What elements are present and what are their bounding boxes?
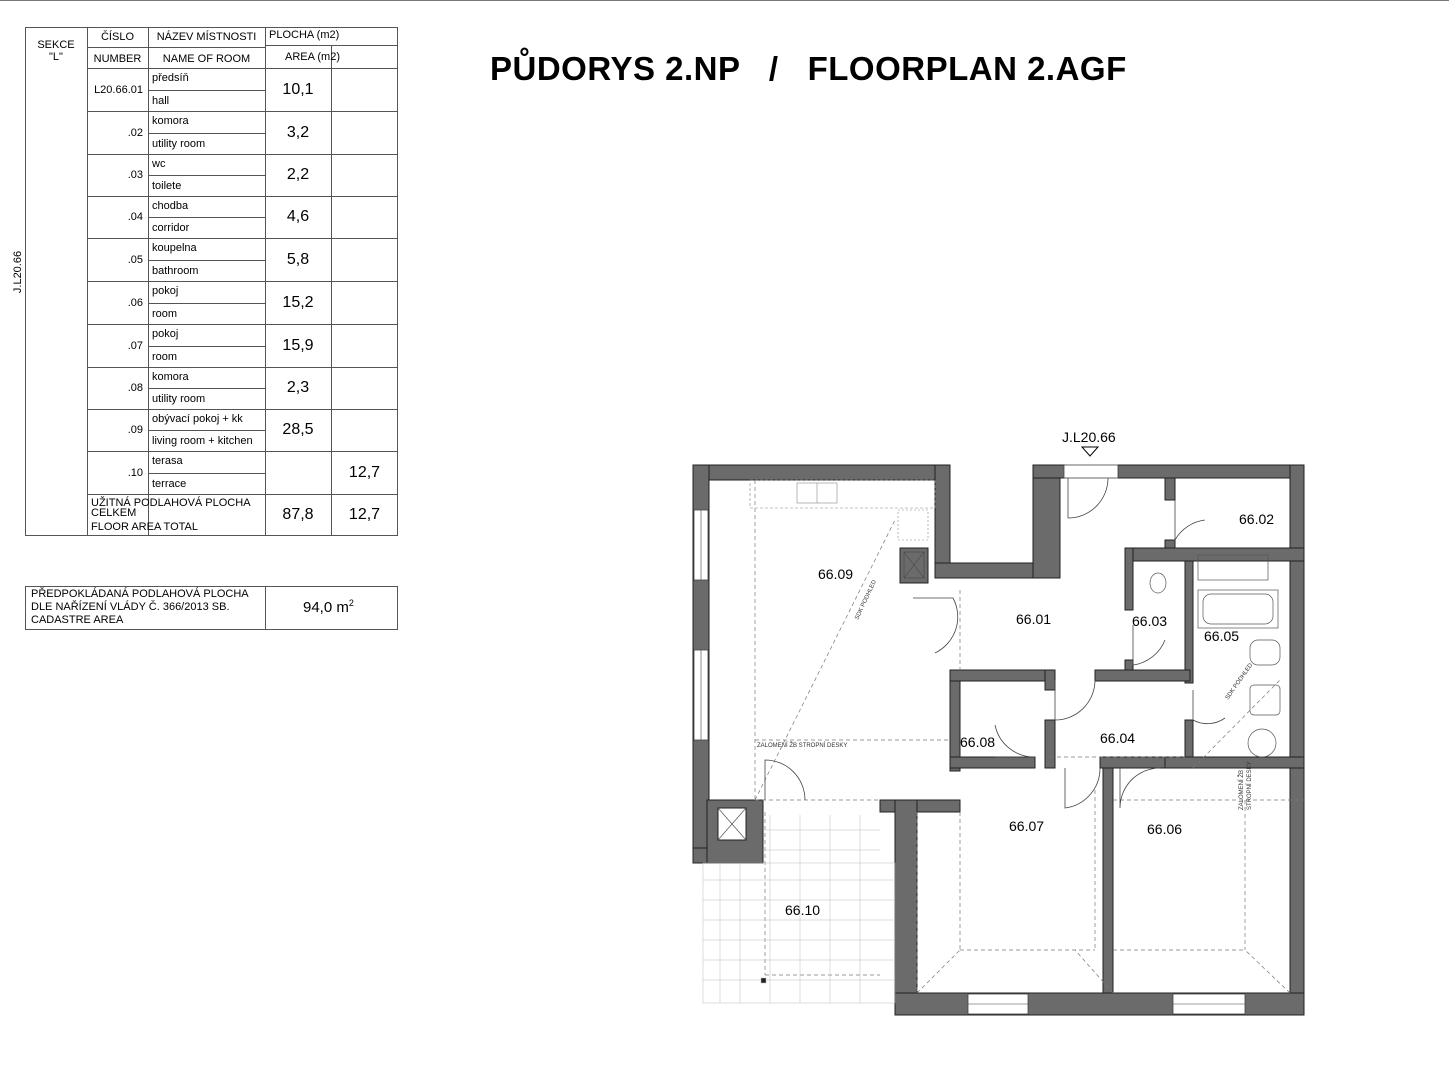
header-area-en: AREA (m2) — [284, 51, 340, 63]
table-row-area: 15,9 — [282, 337, 314, 354]
room-label-66-03: 66.03 — [1132, 613, 1168, 629]
table-row-area: 2,3 — [286, 379, 310, 396]
total-label-cz-1: UŽITNÁ PODLAHOVÁ PLOCHA — [91, 497, 251, 509]
room-label-66-08: 66.08 — [960, 734, 996, 750]
note-sdk-podhled-2: SDK PODHLED — [1224, 662, 1255, 702]
entry-label: J.L20.66 — [1062, 429, 1116, 445]
cadastre-label-line2: DLE NAŘÍZENÍ VLÁDY Č. 366/2013 SB. — [31, 601, 230, 613]
table-row-name-cz: koupelna — [152, 242, 197, 254]
room-label-66-04: 66.04 — [1100, 730, 1136, 746]
room-label-66-01: 66.01 — [1016, 611, 1052, 627]
table-row-name-en: utility room — [152, 393, 206, 405]
table-row-area: 10,1 — [282, 81, 314, 98]
table-row-name-cz: komora — [152, 371, 189, 383]
table-row-name-en: room — [152, 308, 178, 320]
table-row-name-en: living room + kitchen — [152, 435, 253, 447]
table-row-number: .10 — [127, 467, 143, 479]
table-row-number: .03 — [127, 169, 143, 181]
total-label-en: FLOOR AREA TOTAL — [91, 521, 198, 533]
room-label-66-10: 66.10 — [785, 902, 821, 918]
section-id: J.L20.66 — [12, 250, 24, 294]
room-label-66-02: 66.02 — [1239, 511, 1275, 527]
table-row-number: L20.66.01 — [94, 84, 143, 96]
room-label-66-07: 66.07 — [1009, 818, 1045, 834]
table-row-number: .05 — [127, 254, 143, 266]
table-row-name-en: utility room — [152, 138, 206, 150]
note-zalomeni-2a: ZALOMENÍ ŽB — [1239, 769, 1245, 810]
total-label-cz-2: CELKEM — [91, 507, 137, 519]
table-row-number: .06 — [127, 297, 143, 309]
note-sdk-podhled-1: SDK PODHLED — [854, 579, 878, 621]
header-name-cz: NÁZEV MÍSTNOSTI — [156, 31, 257, 43]
table-row-name-cz: komora — [152, 115, 189, 127]
cadastre-label-line1: PŘEDPOKLÁDANÁ PODLAHOVÁ PLOCHA — [31, 588, 249, 600]
table-row-number: .02 — [127, 127, 143, 139]
table-row-name-cz: pokoj — [152, 285, 179, 297]
table-grid — [25, 27, 398, 536]
table-row-name-en: terrace — [152, 478, 187, 490]
total-area: 87,8 — [282, 506, 314, 523]
page-title: PŮDORYS 2.NP / FLOORPLAN 2.AGF — [490, 50, 1127, 87]
table-row-name-cz: chodba — [152, 200, 189, 212]
room-label-66-05: 66.05 — [1204, 628, 1240, 644]
top-border-line — [0, 0, 1449, 1]
table-row-number: .09 — [127, 424, 143, 436]
header-section-value: "L" — [49, 51, 63, 63]
table-row-name-cz: předsíň — [152, 72, 189, 84]
table-row-name-en: toilete — [152, 180, 182, 192]
table-row-number: .08 — [127, 382, 143, 394]
total-area-terrace: 12,7 — [348, 506, 381, 523]
table-row-name-en: corridor — [152, 222, 190, 234]
table-row-area: 28,5 — [282, 421, 314, 438]
room-label-66-06: 66.06 — [1147, 821, 1183, 837]
bathroom-fixtures — [1150, 555, 1280, 757]
table-row-name-cz: terasa — [152, 455, 183, 467]
floor-plan — [680, 425, 1320, 1025]
table-row-name-cz: wc — [152, 158, 166, 170]
table-row-name-cz: pokoj — [152, 328, 179, 340]
note-zalomeni-2b: STROPNÍ DESKY — [1247, 761, 1253, 810]
table-row-area: 2,2 — [286, 166, 310, 183]
table-row-number: .04 — [127, 211, 143, 223]
table-row-area: 5,8 — [286, 251, 310, 268]
cadastre-area-box — [25, 586, 398, 630]
table-row-name-en: bathroom — [152, 265, 199, 277]
note-zalomeni-1: ZALOMENÍ ŽB STROPNÍ DESKY — [757, 743, 848, 749]
table-row-name-cz: obývací pokoj + kk — [152, 413, 243, 425]
table-row-area: 15,2 — [282, 294, 314, 311]
table-row-number: .07 — [127, 340, 143, 352]
header-number-en: NUMBER — [93, 53, 142, 65]
cadastre-label-line3: CADASTRE AREA — [31, 614, 124, 626]
cadastre-value: 94,0 $m^2$ — [303, 598, 354, 616]
header-area-cz: PLOCHA (m2) — [269, 29, 340, 41]
room-area-table — [12, 27, 398, 536]
entry-marker — [1062, 429, 1116, 456]
header-number-cz: ČÍSLO — [100, 31, 134, 43]
table-row-area-terrace: 12,7 — [348, 464, 381, 481]
table-row-name-en: hall — [152, 95, 170, 107]
cadastre-unit-sup: 2 — [348, 598, 354, 608]
header-section-label: SEKCE — [37, 39, 75, 51]
kitchen-counter — [750, 480, 935, 540]
table-row-area: 4,6 — [286, 208, 310, 225]
table-row-area: 3,2 — [286, 124, 310, 141]
header-name-en: NAME OF ROOM — [162, 53, 251, 65]
room-label-66-09: 66.09 — [818, 566, 854, 582]
table-row-name-en: room — [152, 351, 178, 363]
